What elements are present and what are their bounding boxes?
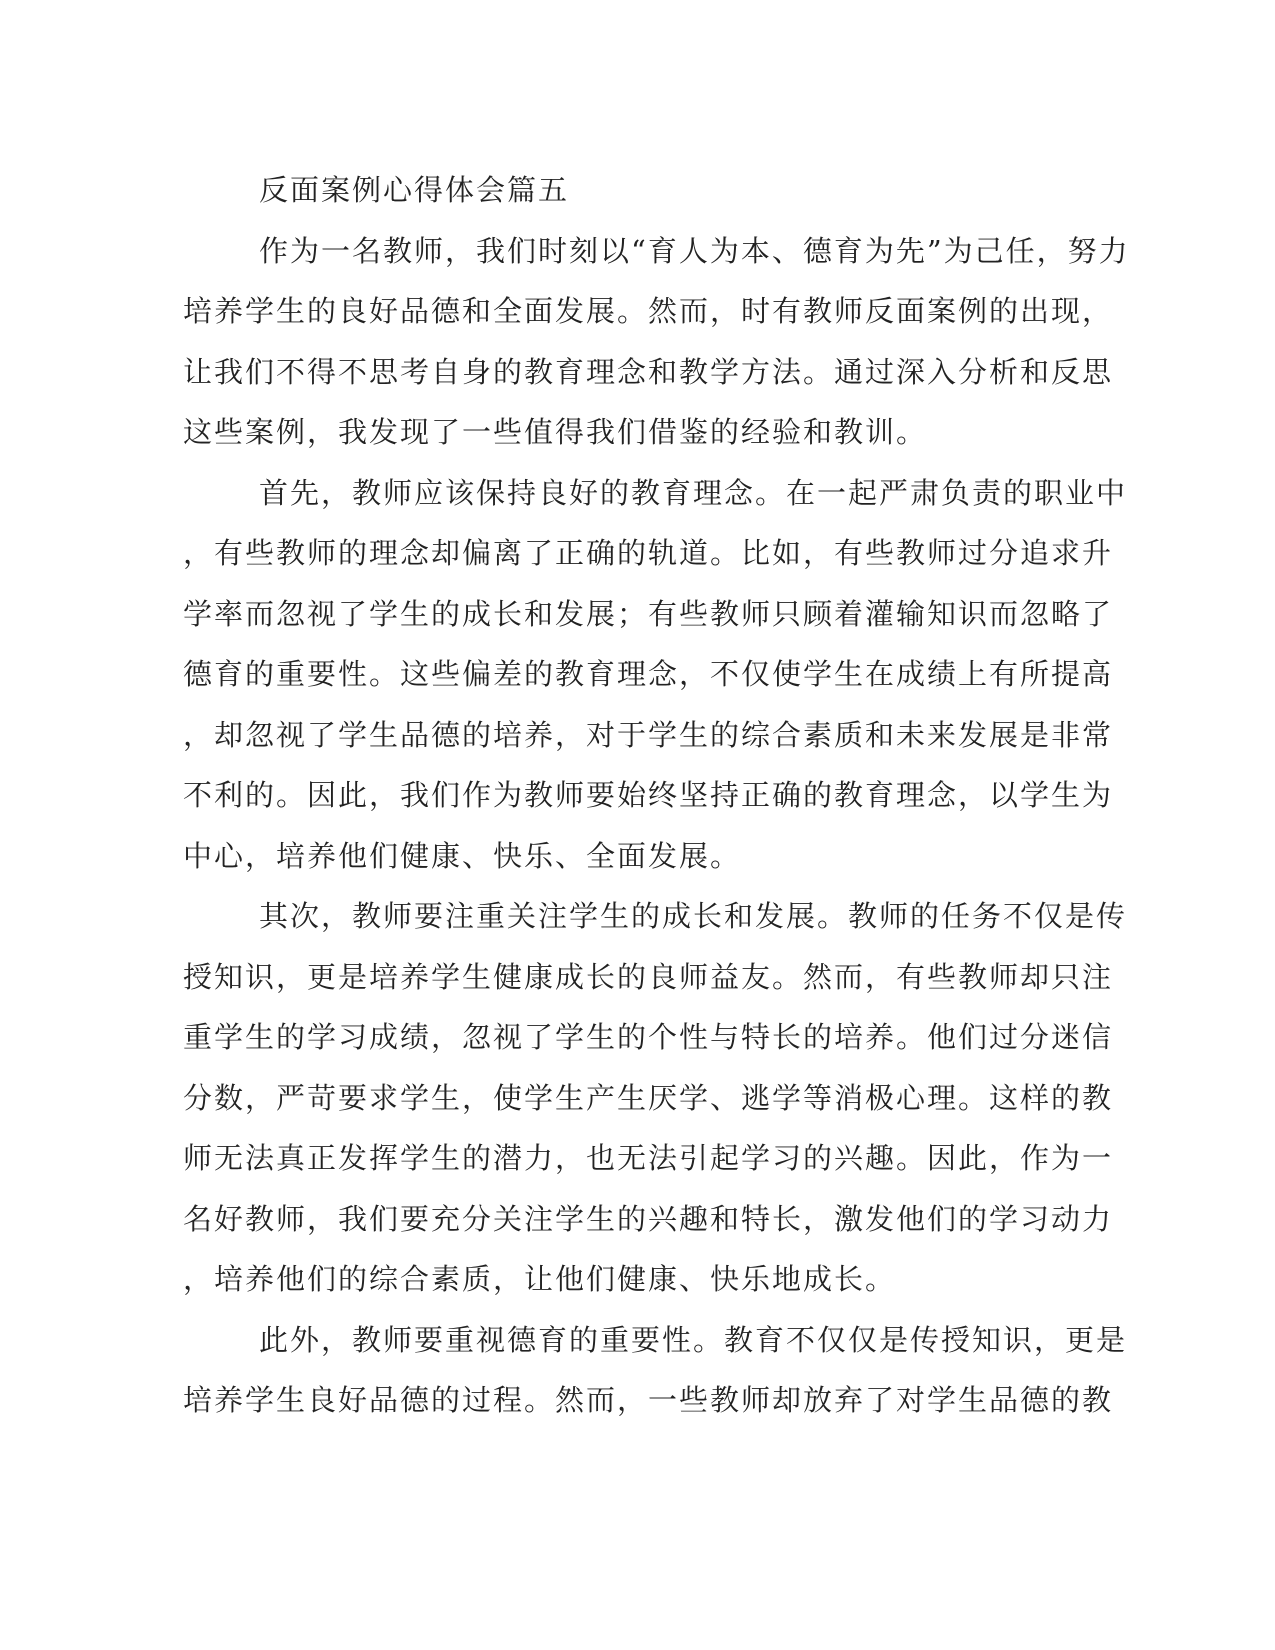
document-heading: 反面案例心得体会篇五 [259, 173, 570, 207]
paragraph-1-line-1: 作为一名教师，我们时刻以“育人为本、德育为先”为己任，努力 [259, 233, 1130, 268]
paragraph-1-line-2: 培养学生的良好品德和全面发展。然而，时有教师反面案例的出现， [183, 294, 1114, 328]
paragraph-2-line-1: 首先，教师应该保持良好的教育理念。在一起严肃负责的职业中 [259, 475, 1128, 510]
document-body [183, 160, 1130, 1431]
paragraph-4-line-1: 此外，教师要重视德育的重要性。教育不仅仅是传授知识，更是 [259, 1322, 1128, 1357]
paragraph-3-line-3: 重学生的学习成绩，忽视了学生的个性与特长的培养。他们过分迷信 [183, 1020, 1114, 1054]
paragraph-3-line-1: 其次，教师要注重关注学生的成长和发展。教师的任务不仅是传 [259, 899, 1128, 933]
paragraph-1-line-3: 让我们不得不思考自身的教育理念和教学方法。通过深入分析和反思 [183, 354, 1114, 389]
paragraph-2-line-5: ，却忽视了学生品德的培养，对于学生的综合素质和未来发展是非常 [183, 717, 1114, 752]
paragraph-3-line-5: 师无法真正发挥学生的潜力，也无法引起学习的兴趣。因此，作为一 [183, 1141, 1114, 1175]
paragraph-2-line-2: ，有些教师的理念却偏离了正确的轨道。比如，有些教师过分追求升 [183, 536, 1114, 570]
paragraph-2-line-3: 学率而忽视了学生的成长和发展；有些教师只顾着灌输知识而忽略了 [183, 596, 1114, 631]
paragraph-2-line-4: 德育的重要性。这些偏差的教育理念，不仅使学生在成绩上有所提高 [183, 657, 1114, 691]
paragraph-3-line-6: 名好教师，我们要充分关注学生的兴趣和特长，激发他们的学习动力 [183, 1201, 1114, 1236]
paragraph-4-line-2: 培养学生良好品德的过程。然而，一些教师却放弃了对学生品德的教 [183, 1383, 1114, 1417]
paragraph-1-line-4: 这些案例，我发现了一些值得我们借鉴的经验和教训。 [183, 415, 928, 449]
paragraph-3-line-2: 授知识，更是培养学生健康成长的良师益友。然而，有些教师却只注 [183, 959, 1114, 994]
paragraph-3-line-4: 分数，严苛要求学生，使学生产生厌学、逃学等消极心理。这样的教 [183, 1080, 1114, 1115]
paragraph-2-line-6: 不利的。因此，我们作为教师要始终坚持正确的教育理念，以学生为 [183, 778, 1114, 812]
paragraph-2-line-7: 中心，培养他们健康、快乐、全面发展。 [183, 838, 742, 873]
paragraph-3-line-7: ，培养他们的综合素质，让他们健康、快乐地成长。 [183, 1262, 897, 1296]
